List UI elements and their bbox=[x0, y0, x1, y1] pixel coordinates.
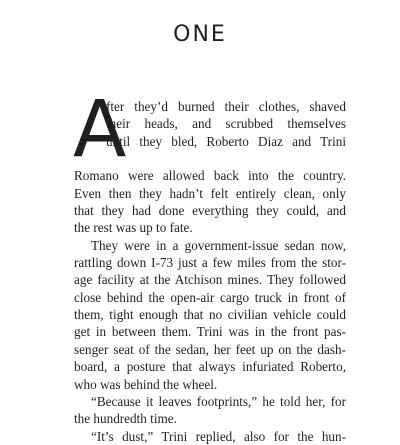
text-line: “It’s dust,” Trini replied, also for the hun- bbox=[91, 428, 346, 444]
text-line: Romano were allowed back into the country. bbox=[74, 168, 346, 184]
text-line: Even then they hadn’t felt entirely clean, only bbox=[74, 185, 346, 201]
text-line: them, tight enough that no civilian vehicle could bbox=[74, 307, 346, 323]
text-line: close behind the open-air cargo truck in front of bbox=[74, 289, 346, 305]
text-line: the hundredth time. bbox=[74, 411, 177, 427]
text-line: fter they’d burned their clothes, shaved bbox=[106, 99, 346, 114]
text-line: rattling down I-73 just a few miles from the stor- bbox=[74, 255, 346, 271]
drop-cap-lines bbox=[106, 98, 346, 150]
text-line: who was behind the wheel. bbox=[74, 376, 218, 392]
paragraph-4 bbox=[74, 428, 346, 445]
text-line: They were in a government-issue sedan now, bbox=[91, 237, 346, 253]
text-line: board, a posture that always infuriated Roberto, bbox=[74, 359, 346, 375]
text-line: that they had done everything they could, and bbox=[74, 203, 346, 219]
text-line: get in between them. Trini was in the front pas- bbox=[74, 324, 346, 340]
drop-cap: A bbox=[73, 85, 127, 175]
text-line: senger seat of the sedan, her feet up on the dash- bbox=[74, 341, 346, 357]
paragraph-1 bbox=[74, 167, 346, 236]
chapter-body bbox=[73, 85, 346, 445]
text-line: the rest was up to fate. bbox=[74, 220, 193, 236]
chapter-title: ONE bbox=[173, 22, 227, 47]
paragraph-2 bbox=[74, 237, 346, 393]
text-line: age facility at the Atchison mines. They followed bbox=[74, 272, 346, 288]
text-line: “Because it leaves footprints,” he told her, for bbox=[91, 393, 346, 409]
text-line: their heads, and scrubbed themselves bbox=[106, 116, 346, 132]
paragraph-3 bbox=[74, 393, 346, 428]
opening-paragraph-head bbox=[73, 85, 346, 175]
text-line: until they bled, Roberto Diaz and Trini bbox=[106, 133, 346, 149]
